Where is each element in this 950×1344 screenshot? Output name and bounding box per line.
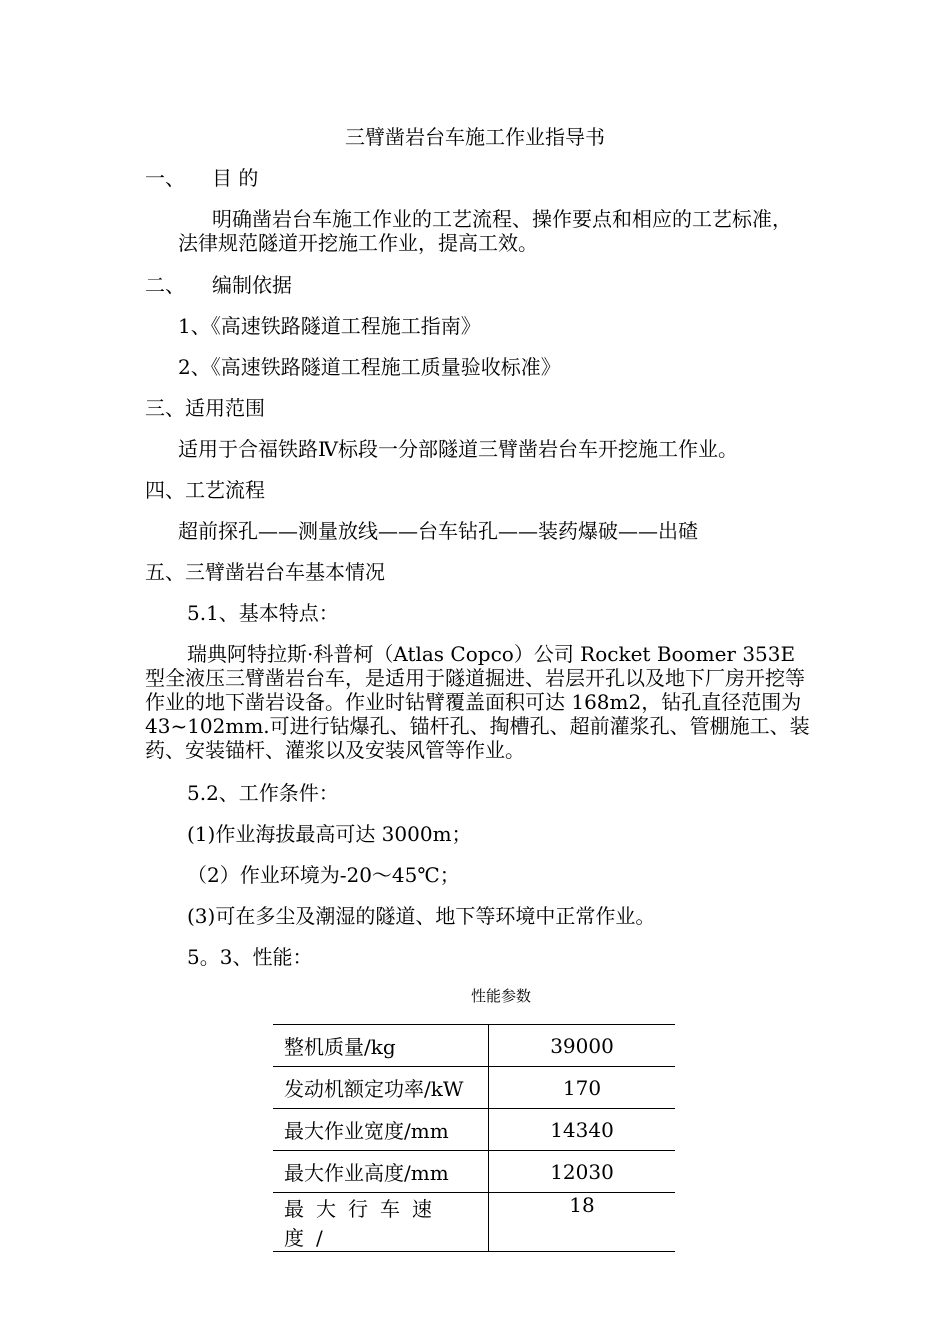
param-name: 最大作业高度/mm [273, 1151, 489, 1193]
table-caption: 性能参数 [470, 987, 531, 1005]
condition-3: (3)可在多尘及潮湿的隧道、地下等环境中正常作业。 [187, 904, 656, 928]
param-name: 发动机额定功率/kW [273, 1067, 489, 1109]
param-value: 39000 [489, 1025, 676, 1067]
reference-1: 1、《高速铁路隧道工程施工指南》 [178, 314, 481, 338]
section-1-label: 目 的 [212, 166, 259, 190]
table-row [273, 1193, 675, 1252]
subsection-5-1-text: 瑞典阿特拉斯·科普柯（Atlas Copco）公司 Rocket Boomer 353E 型全液压三臂凿岩台车，是适用于隧道掘进、岩层开孔以及地下厂房开挖等作业的地下凿岩设备。作业时钻臂覆盖面积可达 168m2，钻孔直径范围为 43~102mm.可进行钻爆孔、锚杆孔、掏槽孔、超前灌浆孔、管棚施工、装药、安装锚杆、灌浆以及安装风管等作业。 [145, 642, 810, 762]
table-row [273, 1025, 675, 1067]
subsection-5-2-heading: 5.2、工作条件： [187, 781, 339, 805]
section-1-text: 明确凿岩台车施工作业的工艺流程、操作要点和相应的工艺标准，法律规范隧道开挖施工作业，提高工效。 [178, 207, 792, 255]
section-2-number: 二、 [145, 273, 185, 297]
param-value: 14340 [489, 1109, 676, 1151]
param-value: 18 [489, 1193, 676, 1252]
table-row [273, 1109, 675, 1151]
param-value: 170 [489, 1067, 676, 1109]
param-name: 最大作业宽度/mm [273, 1109, 489, 1151]
param-name: 最大行车速度/ [273, 1193, 489, 1252]
table-row [273, 1151, 675, 1193]
section-4-text: 超前探孔——测量放线——台车钻孔——装药爆破——出碴 [178, 519, 698, 543]
parameters-table [273, 1024, 675, 1252]
condition-2: （2）作业环境为-20～45℃； [187, 863, 460, 887]
section-1-number: 一、 [145, 166, 185, 190]
section-5-heading: 五、三臂凿岩台车基本情况 [145, 560, 385, 584]
subsection-5-3-heading: 5。3、性能： [187, 945, 313, 969]
section-2-label: 编制依据 [212, 273, 292, 297]
param-value: 12030 [489, 1151, 676, 1193]
subsection-5-1-heading: 5.1、基本特点： [187, 601, 339, 625]
document-title: 三臂凿岩台车施工作业指导书 [345, 125, 605, 149]
section-4-heading: 四、工艺流程 [145, 478, 265, 502]
table-row [273, 1067, 675, 1109]
section-3-heading: 三、适用范围 [145, 396, 265, 420]
condition-1: (1)作业海拔最高可达 3000m； [187, 822, 472, 846]
section-1-heading [145, 166, 258, 190]
section-2-heading [145, 273, 292, 297]
section-3-text: 适用于合福铁路Ⅳ标段一分部隧道三臂凿岩台车开挖施工作业。 [178, 437, 738, 461]
reference-2: 2、《高速铁路隧道工程施工质量验收标准》 [178, 355, 561, 379]
param-name: 整机质量/kg [273, 1025, 489, 1067]
